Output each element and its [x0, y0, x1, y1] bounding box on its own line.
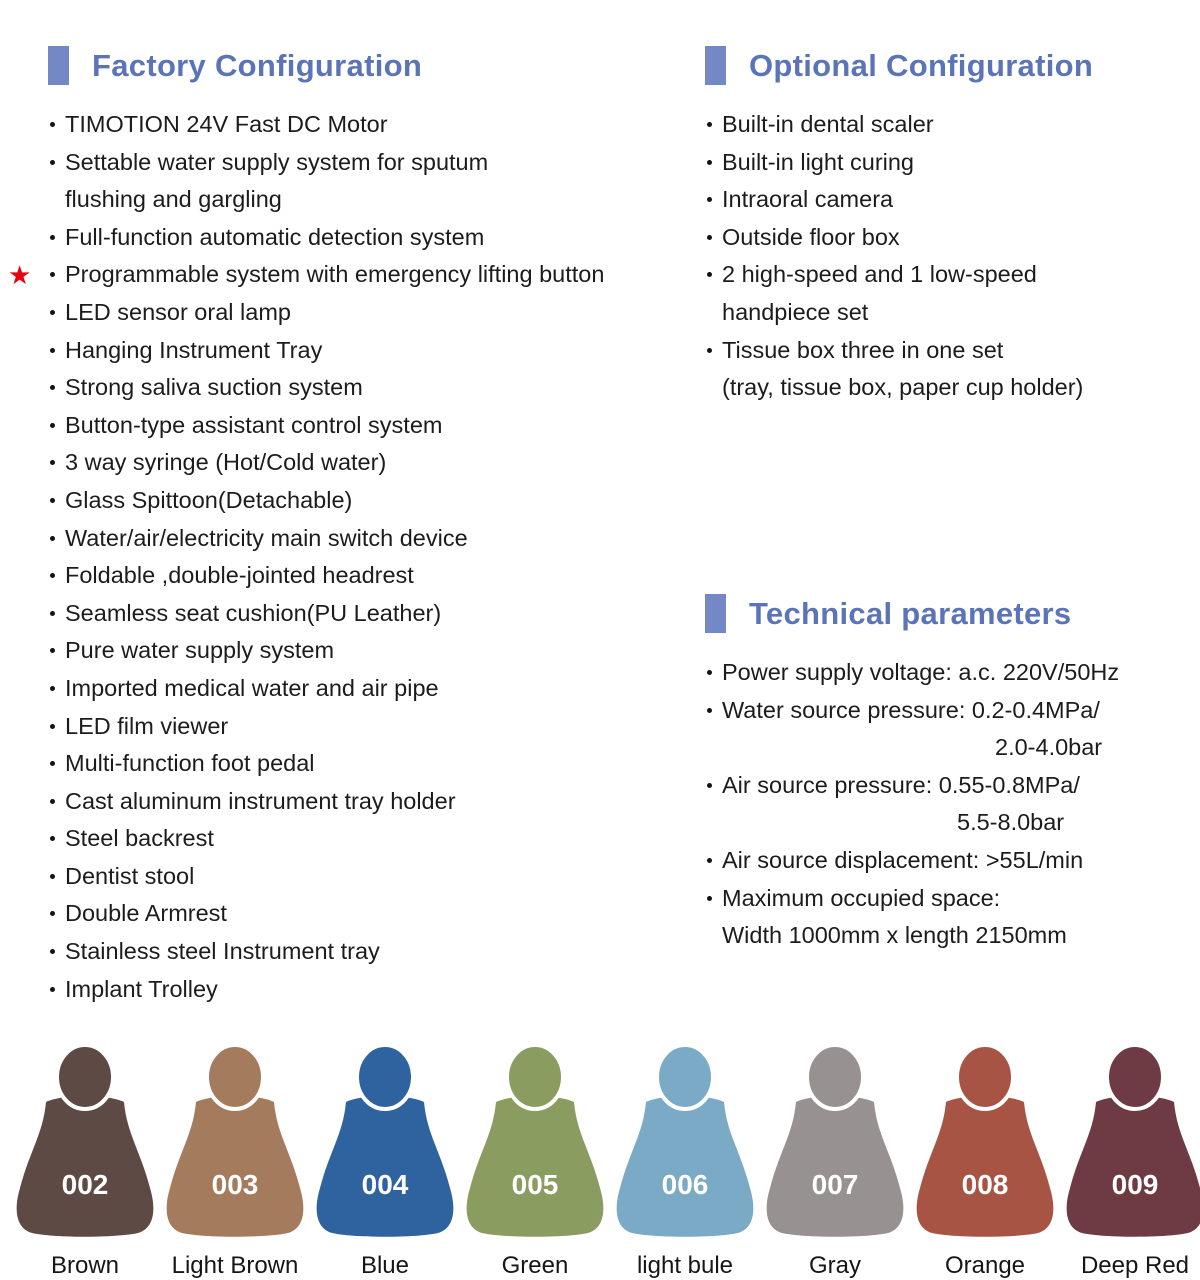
chair-silhouette-icon — [310, 1042, 460, 1238]
bullet-icon — [50, 836, 55, 841]
config-item — [705, 842, 1185, 880]
bullet-icon — [50, 761, 55, 766]
config-item-line: Imported medical water and air pipe — [65, 674, 439, 701]
config-item — [705, 106, 1185, 144]
config-item — [705, 767, 1185, 842]
optional-configuration-title: Optional Configuration — [749, 47, 1094, 83]
config-item — [705, 181, 1185, 219]
bullet-icon — [50, 799, 55, 804]
config-item — [48, 557, 693, 595]
config-item-line: Width 1000mm x length 2150mm — [722, 922, 1067, 949]
config-item — [705, 332, 1185, 407]
config-item-line: Dentist stool — [65, 862, 195, 889]
factory-configuration-title: Factory Configuration — [92, 47, 423, 83]
bullet-icon — [50, 460, 55, 465]
bullet-icon — [707, 197, 712, 202]
config-item — [48, 369, 693, 407]
color-swatch-004 — [310, 1042, 460, 1280]
config-item-line: Air source displacement: >55L/min — [722, 846, 1084, 873]
color-swatch-009 — [1060, 1042, 1200, 1280]
config-item-line: Multi-function foot pedal — [65, 750, 315, 777]
color-swatch-006 — [610, 1042, 760, 1280]
color-options-row — [0, 1042, 1200, 1280]
config-item — [48, 219, 693, 257]
color-swatch-002 — [10, 1042, 160, 1280]
config-item — [705, 654, 1185, 692]
config-item — [48, 895, 693, 933]
config-item-line: Programmable system with emergency lifting button — [65, 261, 605, 288]
color-swatch-003 — [160, 1042, 310, 1280]
bullet-icon — [707, 670, 712, 675]
bullet-icon — [50, 160, 55, 165]
config-item-line: Button-type assistant control system — [65, 411, 443, 438]
header-marker-icon — [48, 46, 69, 85]
bullet-icon — [50, 949, 55, 954]
bullet-icon — [50, 536, 55, 541]
swatch-label: light bule — [636, 1252, 734, 1279]
color-swatch-007 — [760, 1042, 910, 1280]
config-item — [48, 745, 693, 783]
config-item-line: Implant Trolley — [65, 975, 218, 1002]
config-item-line: Strong saliva suction system — [65, 374, 363, 401]
bullet-icon — [50, 911, 55, 916]
config-item — [48, 482, 693, 520]
config-item-line: Water source pressure: 0.2-0.4MPa/ — [722, 696, 1100, 723]
bullet-icon — [707, 708, 712, 713]
config-item — [48, 595, 693, 633]
section-header — [705, 46, 1185, 85]
swatch-code: 005 — [511, 1169, 559, 1200]
bullet-icon — [707, 235, 712, 240]
bullet-icon — [50, 272, 55, 277]
swatch-label: Deep Red — [1080, 1252, 1190, 1279]
config-item — [48, 820, 693, 858]
config-item-line: Power supply voltage: a.c. 220V/50Hz — [722, 659, 1120, 685]
config-item — [48, 106, 693, 144]
config-item — [705, 256, 1185, 331]
swatch-code: 007 — [811, 1169, 859, 1200]
chair-silhouette-icon — [610, 1042, 760, 1238]
config-item — [48, 632, 693, 670]
swatch-code: 008 — [961, 1169, 1009, 1200]
config-item-line: Glass Spittoon(Detachable) — [65, 486, 353, 513]
chair-silhouette-icon — [910, 1042, 1060, 1238]
section-header — [705, 594, 1185, 633]
config-item-line: 2 high-speed and 1 low-speed — [722, 261, 1037, 288]
config-item-line: Seamless seat cushion(PU Leather) — [65, 599, 442, 626]
config-item-line: LED film viewer — [65, 712, 229, 739]
config-item — [48, 858, 693, 896]
star-icon: ★ — [8, 260, 32, 291]
factory-configuration-section — [8, 46, 693, 1008]
technical-parameters-section — [705, 594, 1185, 955]
optional-configuration-section — [705, 46, 1185, 407]
swatch-code: 002 — [61, 1169, 109, 1200]
bullet-icon — [50, 423, 55, 428]
swatch-code: 004 — [361, 1169, 409, 1200]
bullet-icon — [50, 348, 55, 353]
config-item — [705, 219, 1185, 257]
config-item-line: 2.0-4.0bar — [995, 734, 1103, 761]
config-item — [48, 444, 693, 482]
config-item-line: handpiece set — [722, 298, 869, 325]
chair-silhouette-icon — [1060, 1042, 1200, 1238]
technical-parameters-list — [705, 654, 1185, 955]
config-item — [48, 294, 693, 332]
bullet-icon — [50, 385, 55, 390]
config-item — [48, 407, 693, 445]
config-item-line: Steel backrest — [65, 825, 214, 852]
bullet-icon — [50, 611, 55, 616]
config-item — [8, 256, 693, 294]
swatch-label: Orange — [944, 1252, 1026, 1279]
config-item-line: Foldable ,double-jointed headrest — [65, 562, 414, 589]
chair-silhouette-icon — [160, 1042, 310, 1238]
config-item-line: Settable water supply system for sputum — [65, 148, 489, 175]
bullet-icon — [50, 874, 55, 879]
config-item-line: Pure water supply system — [65, 637, 335, 664]
color-swatch-005 — [460, 1042, 610, 1280]
bullet-icon — [50, 498, 55, 503]
config-item — [705, 144, 1185, 182]
bullet-icon — [707, 160, 712, 165]
config-item-line: Stainless steel Instrument tray — [65, 938, 380, 965]
config-item — [705, 692, 1185, 767]
color-swatch-008 — [910, 1042, 1060, 1280]
swatch-label: Brown — [50, 1252, 120, 1279]
chair-silhouette-icon — [760, 1042, 910, 1238]
config-item-line: Tissue box three in one set — [722, 336, 1004, 363]
bullet-icon — [50, 310, 55, 315]
swatch-code: 009 — [1111, 1169, 1159, 1200]
header-marker-icon — [705, 46, 726, 85]
config-item-line: 5.5-8.0bar — [957, 809, 1065, 836]
chair-silhouette-icon — [10, 1042, 160, 1238]
config-item — [48, 933, 693, 971]
config-item-line: Outside floor box — [722, 223, 900, 250]
bullet-icon — [50, 648, 55, 653]
config-item — [705, 880, 1185, 955]
config-item-line: flushing and gargling — [65, 186, 282, 213]
config-item — [48, 332, 693, 370]
bullet-icon — [707, 348, 712, 353]
config-item-line: (tray, tissue box, paper cup holder) — [722, 374, 1084, 401]
config-item-line: Intraoral camera — [722, 186, 894, 213]
config-item-line: Built-in light curing — [722, 148, 915, 175]
swatch-code: 006 — [661, 1169, 709, 1200]
config-item-line: Hanging Instrument Tray — [65, 336, 323, 363]
header-marker-icon — [705, 594, 726, 633]
config-item — [48, 670, 693, 708]
chair-silhouette-icon — [460, 1042, 610, 1238]
config-item — [48, 144, 693, 219]
bullet-icon — [707, 858, 712, 863]
config-item-line: Full-function automatic detection system — [65, 223, 485, 250]
config-item-line: Built-in dental scaler — [722, 111, 934, 137]
config-item-line: Double Armrest — [65, 900, 227, 927]
swatch-code: 003 — [211, 1169, 259, 1200]
swatch-label: Green — [501, 1252, 569, 1279]
config-item-line: Maximum occupied space: — [722, 884, 1001, 911]
config-item-line: Air source pressure: 0.55-0.8MPa/ — [722, 771, 1080, 798]
bullet-icon — [707, 896, 712, 901]
technical-parameters-title: Technical parameters — [749, 595, 1072, 631]
config-item — [48, 971, 693, 1009]
config-item-line: Water/air/electricity main switch device — [65, 524, 468, 551]
swatch-label: Light Brown — [171, 1252, 299, 1279]
config-item-line: LED sensor oral lamp — [65, 298, 291, 325]
bullet-icon — [50, 235, 55, 240]
factory-configuration-list — [8, 106, 693, 1008]
bullet-icon — [50, 686, 55, 691]
bullet-icon — [707, 122, 712, 127]
config-item — [48, 520, 693, 558]
bullet-icon — [707, 783, 712, 788]
bullet-icon — [707, 272, 712, 277]
bullet-icon — [50, 724, 55, 729]
config-item-line: Cast aluminum instrument tray holder — [65, 787, 456, 814]
bullet-icon — [50, 122, 55, 127]
config-item — [48, 783, 693, 821]
bullet-icon — [50, 573, 55, 578]
config-item-line: 3 way syringe (Hot/Cold water) — [65, 449, 387, 476]
swatch-label: Gray — [808, 1252, 861, 1279]
swatch-label: Blue — [360, 1252, 410, 1279]
section-header — [48, 46, 693, 85]
bullet-icon — [50, 987, 55, 992]
config-item-line: TIMOTION 24V Fast DC Motor — [65, 111, 388, 137]
optional-configuration-list — [705, 106, 1185, 407]
config-item — [48, 708, 693, 746]
